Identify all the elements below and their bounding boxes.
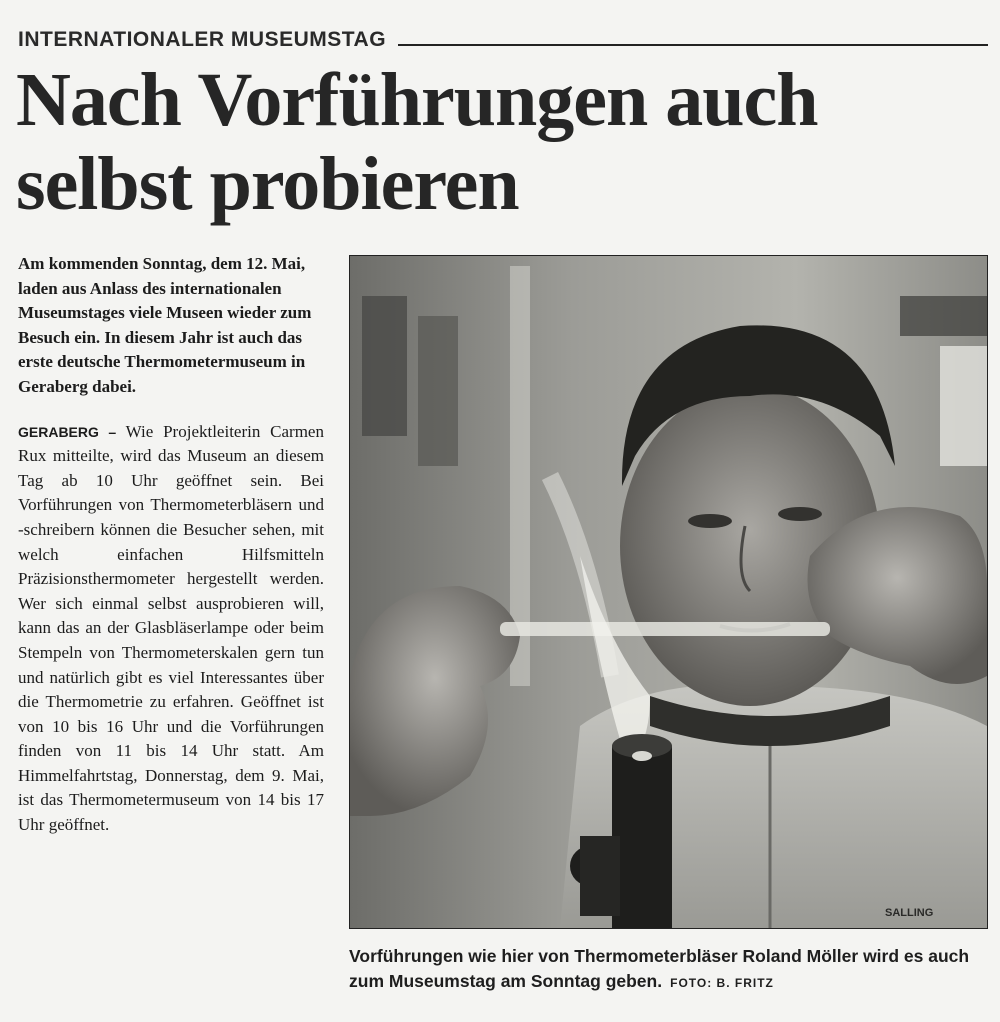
photo-caption [349,944,989,996]
article-column [18,252,324,838]
kicker-label: INTERNATIONALER MUSEUMSTAG [18,28,387,51]
kicker-rule [398,44,988,46]
headline [16,58,976,226]
photo-glassblower [350,256,987,928]
caption-text: Vorführungen wie hier von Thermometerbläser Roland Möller wird es auch zum Museumstag am Sonntag geben. [349,946,970,991]
photo-watermark: SALLING [885,907,934,919]
article-body [18,420,324,838]
photo-credit: FOTO: B. FRITZ [670,976,774,990]
headline-line-1: Nach Vorführungen auch [16,58,818,142]
section-kicker [18,16,988,50]
article-lead: Am kommenden Sonntag, dem 12. Mai, laden aus Anlass des internationalen Museumstages viele Museen wieder zum Besuch ein. In diesem Jahr ist auch das erste deutsche Thermometermuseum in Geraberg dabei. [18,254,312,396]
article-body-text: Wie Projektleiterin Carmen Rux mitteilte, wird das Museum an diesem Tag ab 10 Uhr geöffnet sein. Bei Vorführungen von Thermometerbläsern und -schreibern können die Besucher sehen, mit welch einfachen Hilfsmitteln Präzisionsthermometer hergestellt werden. Wer sich einmal selbst ausprobieren will, kann das an der Glasbläserlampe oder beim Stempeln von Thermometerskalen gern tun und natürlich gibt es viel Interessantes über die Thermometrie zu erfahren. Geöffnet ist von 10 bis 16 Uhr und die Vorführungen finden von 11 bis 14 Uhr statt. Am Himmelfahrtstag, Donnerstag, dem 9. Mai, ist das Thermometermuseum von 14 bis 17 Uhr geöffnet. [18,421,324,835]
article-dateline: GERABERG – [18,423,117,440]
article-photo [349,255,988,929]
headline-line-2: selbst probieren [16,142,519,226]
